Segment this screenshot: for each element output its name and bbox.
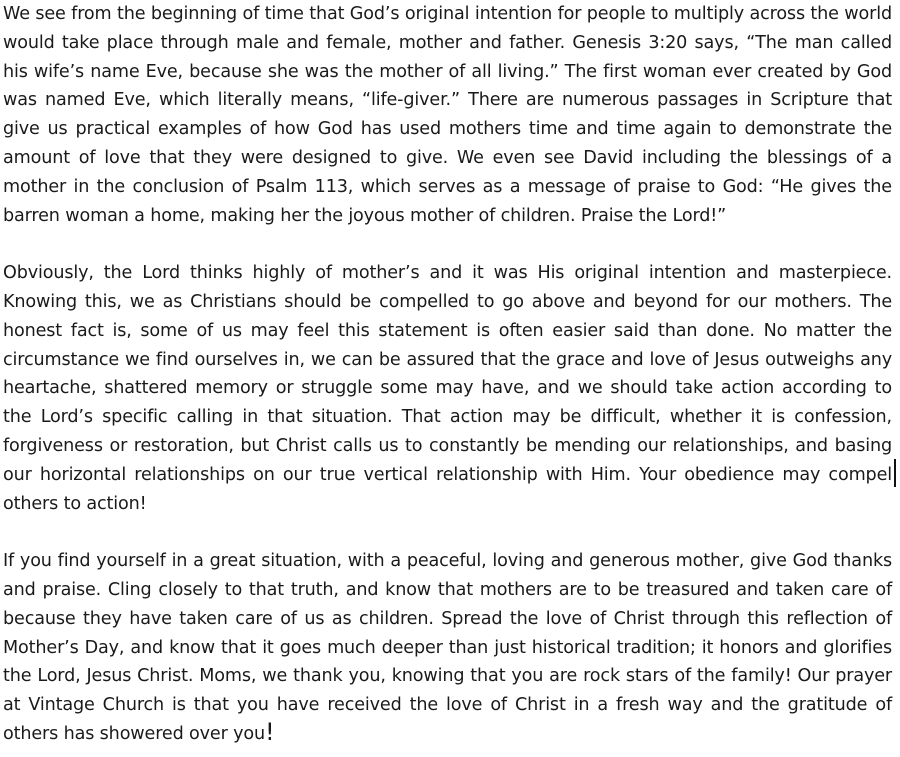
- closing-exclamation: !: [265, 717, 275, 746]
- paragraph-give-thanks: [3, 547, 892, 749]
- text-cursor: [894, 459, 896, 487]
- article-body: [3, 0, 892, 749]
- paragraph-give-thanks-text: If you find yourself in a great situation, with a peaceful, loving and generous mother, give God thanks and praise. Cling closely to that truth, and know that mothers are to be treasured and taken care of because they have taken care of us as children. Spread the love of Christ through this reflection of Mother’s Day, and know that it goes much deeper than just historical tradition; it honors and glorifies the Lord, Jesus Christ. Moms, we thank you, knowing that you are rock stars of the family! Our prayer at Vintage Church is that you have received the love of Christ in a fresh way and the gratitude of others has showered over you: [3, 551, 892, 744]
- paragraph-genesis-eve: We see from the beginning of time that God’s original intention for people to multiply across the world would take place through male and female, mother and father. Genesis 3:20 says, “The man called his wife’s name Eve, because she was the mother of all living.” The first woman ever created by God was named Eve, which literally means, “life-giver.” There are numerous passages in Scripture that give us practical examples of how God has used mothers time and time again to demonstrate the amount of love that they were designed to give. We even see David including the blessings of a mother in the conclusion of Psalm 113, which serves as a message of praise to God: “He gives the barren woman a home, making her the joyous mother of children. Praise the Lord!”: [3, 4, 892, 226]
- paragraph-honor-mothers: Obviously, the Lord thinks highly of mother’s and it was His original intention and masterpiece. Knowing this, we as Christians should be compelled to go above and beyond for our mothers. The honest fact is, some of us may feel this statement is often easier said than done. No matter the circumstance we find ourselves in, we can be assured that the grace and love of Jesus outweighs any heartache, shattered memory or struggle some may have, and we should take action according to the Lord’s specific calling in that situation. That action may be difficult, whether it is confession, forgiveness or restoration, but Christ calls us to constantly be mending our relationships, and basing our horizontal relationships on our true vertical relationship with Him. Your obedience may compel others to action!: [3, 263, 892, 514]
